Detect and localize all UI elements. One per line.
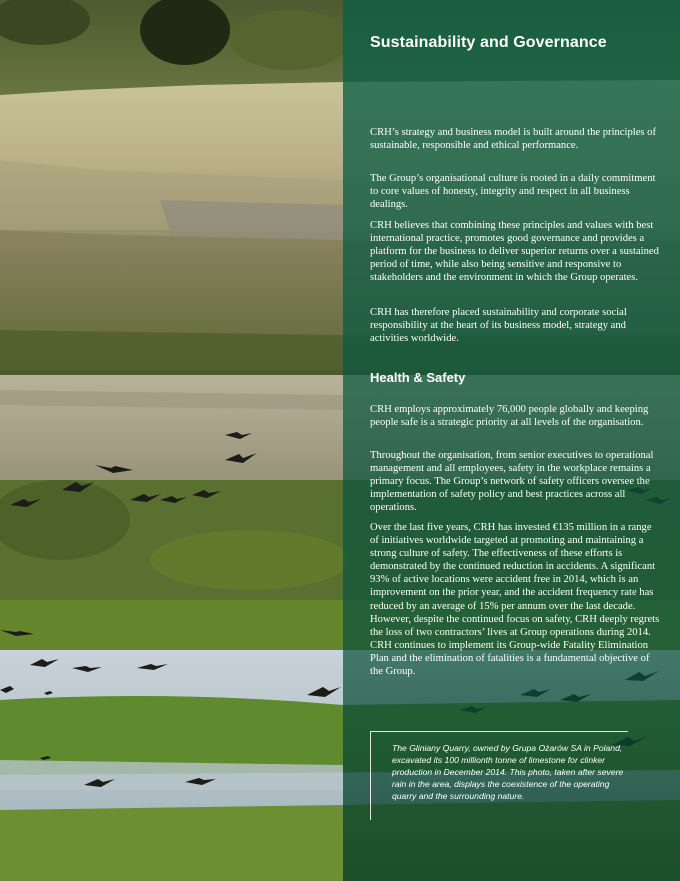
health-safety-paragraph-1: CRH employs approximately 76,000 people globally and keeping people safe is a strategic priority at all levels of the organisation. xyxy=(370,404,649,429)
page-title: Sustainability and Governance xyxy=(370,34,607,51)
photo-caption: The Gliniany Quarry, owned by Grupa Ożarów SA in Poland, excavated its 100 millionth tonne of limestone for clinker production in December 2014. This photo, taken after severe rain in the area, displays the coexistence of the operating quarry and the surrounding nature. xyxy=(392,743,624,801)
health-safety-heading: Health & Safety xyxy=(370,370,466,385)
intro-paragraph-4: CRH has therefore placed sustainability and corporate social responsibility at the heart of its business model, strategy and activities worldwide. xyxy=(370,307,627,345)
intro-paragraph-1: CRH’s strategy and business model is built around the principles of sustainable, responsible and ethical performance. xyxy=(370,127,656,152)
health-safety-paragraph-3: Over the last five years, CRH has invested €135 million in a range of initiatives worldwide targeted at promoting and maintaining a strong culture of safety. The effectiveness of these efforts is demonstrated by the continued reduction in accidents. A significant 93% of active locations were accident free in 2014, which is an improvement on the prior year, and the accident frequency rate has reduced by an average of 15% per annum over the last decade. However, despite the continued focus on safety, CRH deeply regrets the loss of two contractors’ lives at Group operations during 2014. CRH continues to implement its Group-wide Fatality Elimination Plan and the elimination of fatalities is a fundamental objective of the Group. xyxy=(370,522,660,678)
intro-paragraph-2: The Group’s organisational culture is rooted in a daily commitment to core values of honesty, integrity and respect in all business dealings. xyxy=(370,173,656,211)
health-safety-paragraph-2: Throughout the organisation, from senior executives to operational management and all employees, safety in the workplace remains a primary focus. The Group’s network of safety officers oversee the implementation of safety policy and best practices across all operations. xyxy=(370,450,654,514)
intro-paragraph-3: CRH believes that combining these principles and values with best international practice, promotes good governance and provides a platform for the business to deliver superior returns over a sustained period of time, while also being sensitive and responsive to stakeholders and the environment in which the Group operates. xyxy=(370,220,659,284)
